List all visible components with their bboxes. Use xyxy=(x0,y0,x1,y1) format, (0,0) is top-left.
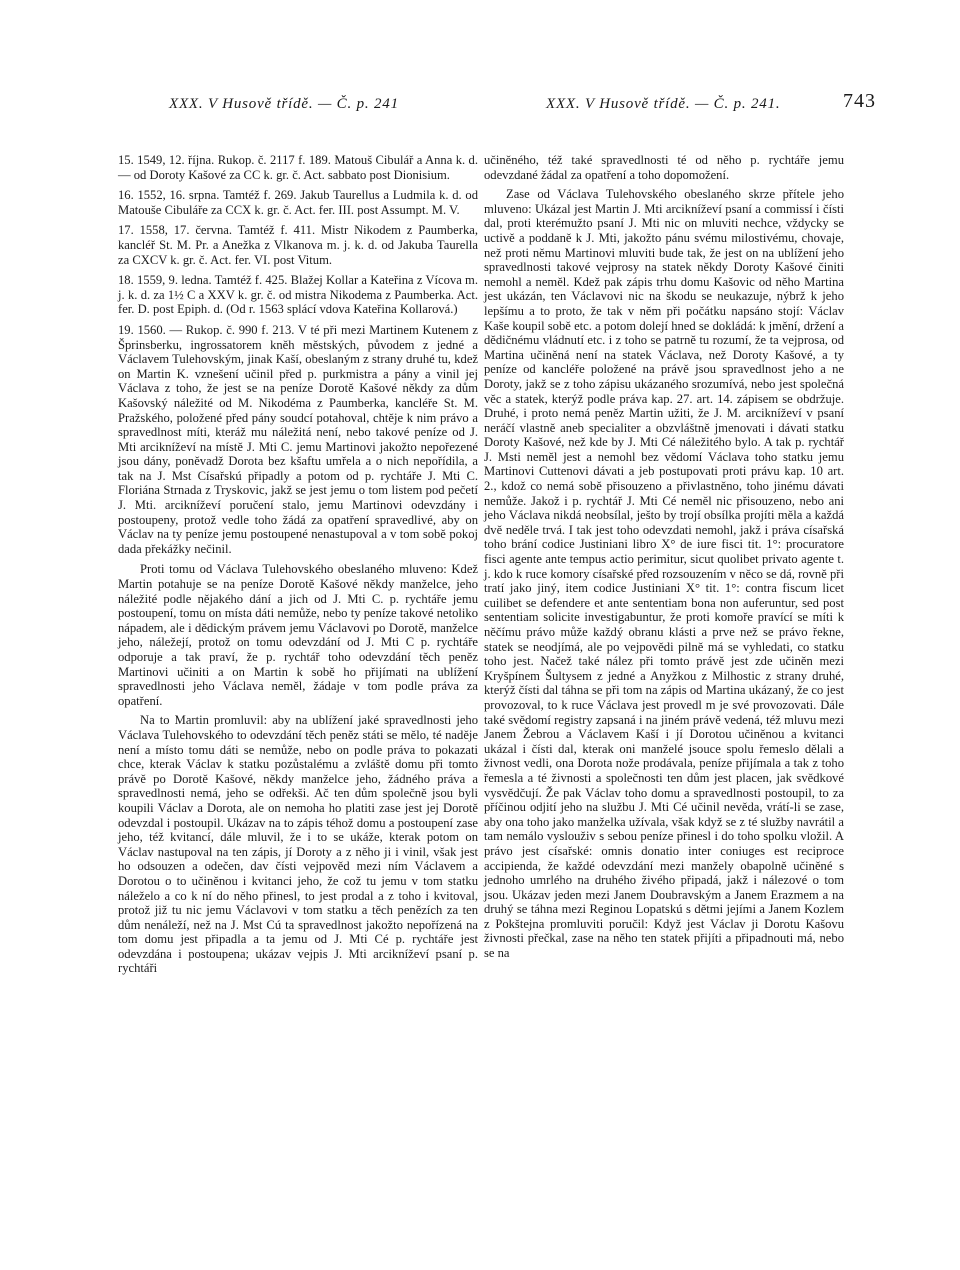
entry-19: 19. 1560. — Rukop. č. 990 f. 213. V té při mezi Martinem Kutenem z Šprinsberku, ingrossatorem kněh městských, původem z jedné a Václavem Tulehovským, jinak Kaší, obeslaným z strany druhé tu, kdež on Martin K. vznešení učinil před p. purkmistra a pány a vinil jej Václava z toho, že jest se na peníze Dorotě Kašové někdy za dům Kašovský náležité od M. Nikodéma z Paumberka, kancléře St. M. Pražského, položené před pány soudcí potahoval, chtěje k nim právo a spravedlnost míti, kteráž mu náležitá není, nebo takové peníze od J. Mti arcikníževí na místě J. Mti C. jemu Martinovi jakožto nepořezené jsou dány, poněvadž Dorota bez kšaftu umřela a o nich nepořídila, a tak na J. Mst Císařskú připadly a potom od p. rychtáře J. Mti C. Floriána Strnada z Tryskovic, jakž se jest jemu o tom listem pod pečetí J. Mti. arcikníževí poručení stalo, jemu Martinovi odevzdány i postoupeny, protož vedle toho žádá za opatření spravedlivé, aby on Václav na ty peníze jemu postoupené nenastupoval a v tom sobě pokoj dada překážky nečinil. xyxy=(118,322,478,556)
right-column xyxy=(484,153,844,966)
header-left: XXX. V Husově třídě. — Č. p. 241 xyxy=(169,96,399,112)
header-right: XXX. V Husově třídě. — Č. p. 241. xyxy=(546,96,781,112)
paragraph: Zase od Václava Tulehovského obeslaného skrze přítele jeho mluveno: Ukázal jest Martin J. Mti arcikníževí psaní a commissí i čísti dal, proti kterémužto psaní J. Mti nic on mluviti nechce, vždycky se uctivě a poddaně k J. Mti, jakožto pánu svému milostivému, chovaje, než proti němu Martinovi mluviti bude tak, že jest on na ublížení jeho spravedlnosti takové vejprosy na statek někdy Doroty Kašové činiti nemohl a neměl. Kdež pak zápis trhu domu Kašovic od něho Martina jest ukázán, ten Václavovi nic na škodu se neukazuje, nýbrž k jeho lepšímu a to proto, že tak v něm při počátku napsáno stojí: Václav Kaše koupil sobě etc. a potom dolejí hned se dokládá: k jmění, držení a dědičnému vládnutí etc. i z toho se patrně tu rozumí, že ta vejprosa, od Martina učiněná není na statek Václava, než Doroty Kašové, a ty peníze od kancléře položené na právě jsou spravedlnost jeho a ne Doroty, jakž se z toho zápisu ukázaného srozumívá, nebo jest společná věc a statek, kterýž podle práva kap. 27. art. 14. zápisem se obdržuje. Druhé, i proto nemá peněz Martin užiti, že J. M. arcikníževí v psaní neráčí vlastně aneb specialiter a obzvláštně jmenovati i dávati statku Doroty Kašové, než kde by J. Mti Cé náležitého bylo. A tak p. rychtář J. Msti neměl jest a nemohl bez vědomí Václava toho statku jemu Martinovi Cuttenovi dávati a jeb postupovati proti právu kap. 10 art. 2., kdož co nemá sobě přisouzeno a přivlastněno, toho jinému dávati nemůže. Jakož i p. rychtář J. Mti Cé neměl nic přisouzeno, nebo ani jeho Václava nikdá neobsílal, ješto by trojí obsílka projíti měla a každá dvě neděle trvá. I tak jest toho odevzdati nemohl, jakž i práva císařská toho brání codice Justiniani libro X° de iure fisci tit. 1°: procuratore fisci agente ante tempus actio perimitur, sicut quolibet privato agente t. j. kdo k ruce komory císařské před rozsouzením v něco se dá, rovně při tratí jako jiný, item codice Justiniani X° tit. 1°: contra fiscum licet cuilibet se defendere et ante sententiam bona non auferuntur, sed post sententiam solicite investigabuntur, že proti komoře pravící se míti k něčímu právo může každý obranu klásti a prve než se právo řekne, statek se neodjímá, ale po vejpovědi pilně má se vyhledati, co statku toho jest. Načež také nález při tomto právě jest zde učiněn mezi Kryšpínem Šultysem z jedné a Anyžkou z Milhostic z strany druhé, kterýž čísti dal táhna se při tom na zápis od Martina ukázaný, že co jest provozoval, to k ruce Václava jest provedl m je své provozovati. Dále také svědomí registry zapsaná i na jiném právě vedená, též mluvu mezi Janem Žebrou a Václavem Kaší i jí Dorotou učiněnou a kvitanci ukázal i čísti dal, kterak oni manželé jsouce spolu řemeslo dělali a živnost vedli, ona Dorota nože prodávala, peníze přijímala a tak z toho řemesla a té živnosti a společnosti ten dům jest placen, jak svědkové vysvědčují. Že pak Václav toho domu a spravedlnosti postoupil, to za příčinou odjití jeho na službu J. Mti Cé učinil nevěda, vrátí-li se zase, aby ona toho jako manželka užívala, však když se z té služby navrátil a tam nemálo vyslouživ s sebou peníze přinesl i do toho spolku vložil. A právo jest císařské: omnis donatio inter coniuges est reciproce accipienda, že každé odevzdání mezi manžely obapolně učiněné s jednoho umrlého na druhého živého připadá, jakž i nálezové o tom jsou. Ukázav jeden mezi Janem Doubravským a Janem Erazmem a na druhý se táhna mezi Reginou Lopatskú s dětmi jejími a Janem Kozlem z Pokštejna promluviti poručil: Když jest Václav ji Dorotu Kašovu živnosti přečkal, zase na něho ten statek přijíti a připadnouti má, nebo se na xyxy=(484,187,844,961)
paragraph: učiněného, též také spravedlnosti té od něho p. rychtáře jemu odevzdané žádal za opatření a toho dopomožení. xyxy=(484,153,844,182)
entry-15: 15. 1549, 12. října. Rukop. č. 2117 f. 189. Matouš Cibulář a Anna k. d. — od Doroty Kašové za CC k. gr. č. Act. sabbato post Dionisium. xyxy=(118,153,478,182)
paragraph: Proti tomu od Václava Tulehovského obeslaného mluveno: Kdež Martin potahuje se na peníze Dorotě Kašové někdy manželce, jeho náležité podle nějakého dání a jich od J. Mti C. p. rychtáře jemu postoupení, tomu on místa dáti nemůže, nebo ty peníze takové netoliko nápadem, ale i dědickým právem jemu Václavovi po Dorotě, manželce jeho, náležejí, protož on tomu odevzdání od J. Mti C p. rychtáře odporuje a tak praví, že p. rychtář toho odevzdání těch peněz Martinovi učiniti a on Martin k sobě ho přijímati na ublížení spravedlnosti jeho Václava neměl, žádaje v tom podle práva za opatření. xyxy=(118,562,478,708)
entry-16: 16. 1552, 16. srpna. Tamtéž f. 269. Jakub Taurellus a Ludmila k. d. od Matouše Cibuláře za CCX k. gr. č. Act. fer. III. post Assumpt. M. V. xyxy=(118,188,478,217)
page-number: 743 xyxy=(843,90,876,112)
running-header xyxy=(116,78,876,118)
entry-18: 18. 1559, 9. ledna. Tamtéž f. 425. Blažej Kollar a Kateřina z Vícova m. j. k. d. za 1½ C a XXV k. gr. č. od mistra Nikodema z Paumberka. Act. fer. D. post Epiph. d. (Od r. 1563 splácí vdova Kateřina Kollarová.) xyxy=(118,273,478,317)
paragraph: Na to Martin promluvil: aby na ublížení jaké spravedlnosti jeho Václava Tulehovského to odevzdání těch peněz státi se mělo, té naděje není a místo tomu dáti se nemůže, nebo on podle práva to pokazati chce, kterak Václav k statku pozůstalému a zvláště domu při tomto právě po Dorotě Kašové, někdy manželce jeho, žádného práva a spravedlnosti nemá, jeho se odřekši. Ač ten dům společně jsou byli koupili Václav a Dorota, ale on nemoha ho platiti zase jest jej Dorotě odevzdal i postoupil. Ukázav na to zápis téhož domu a postoupení zase jeho, též kvitancí, dále mluvil, že i to se ukáže, kterak potom on Václav nastupoval na ten zápis, jí Doroty a z něho ji i vinil, však jest ho odsouzen a odečen, dav čísti vejpověd mezi ním Václavem a Dorotou o to učiněnou i kvitanci jeho, že což tu jemu v tom statku náleželo a co k ní do něho přinesl, to jest prodal a z toho i kvitoval, protož již tu nic jemu Václavovi v tom statku a těch penězích za ten dům nenáleží, než na J. Mst Cú ta spravedlnost jakožto nepořízená na tom domu jest připadla a ta jemu od J. Mti Cé p. rychtáře jest odevzdána i postoupena; ukázav vejpis J. Mti arcikníževí psaní p. rychtáři xyxy=(118,713,478,976)
entry-17: 17. 1558, 17. června. Tamtéž f. 411. Mistr Nikodem z Paumberka, kancléř St. M. Pr. a Anežka z Vlkanova m. j. k. d. od Jakuba Taurella za CXCV k. gr. č. Act. fer. VI. post Vitum. xyxy=(118,223,478,267)
left-column xyxy=(118,153,478,981)
